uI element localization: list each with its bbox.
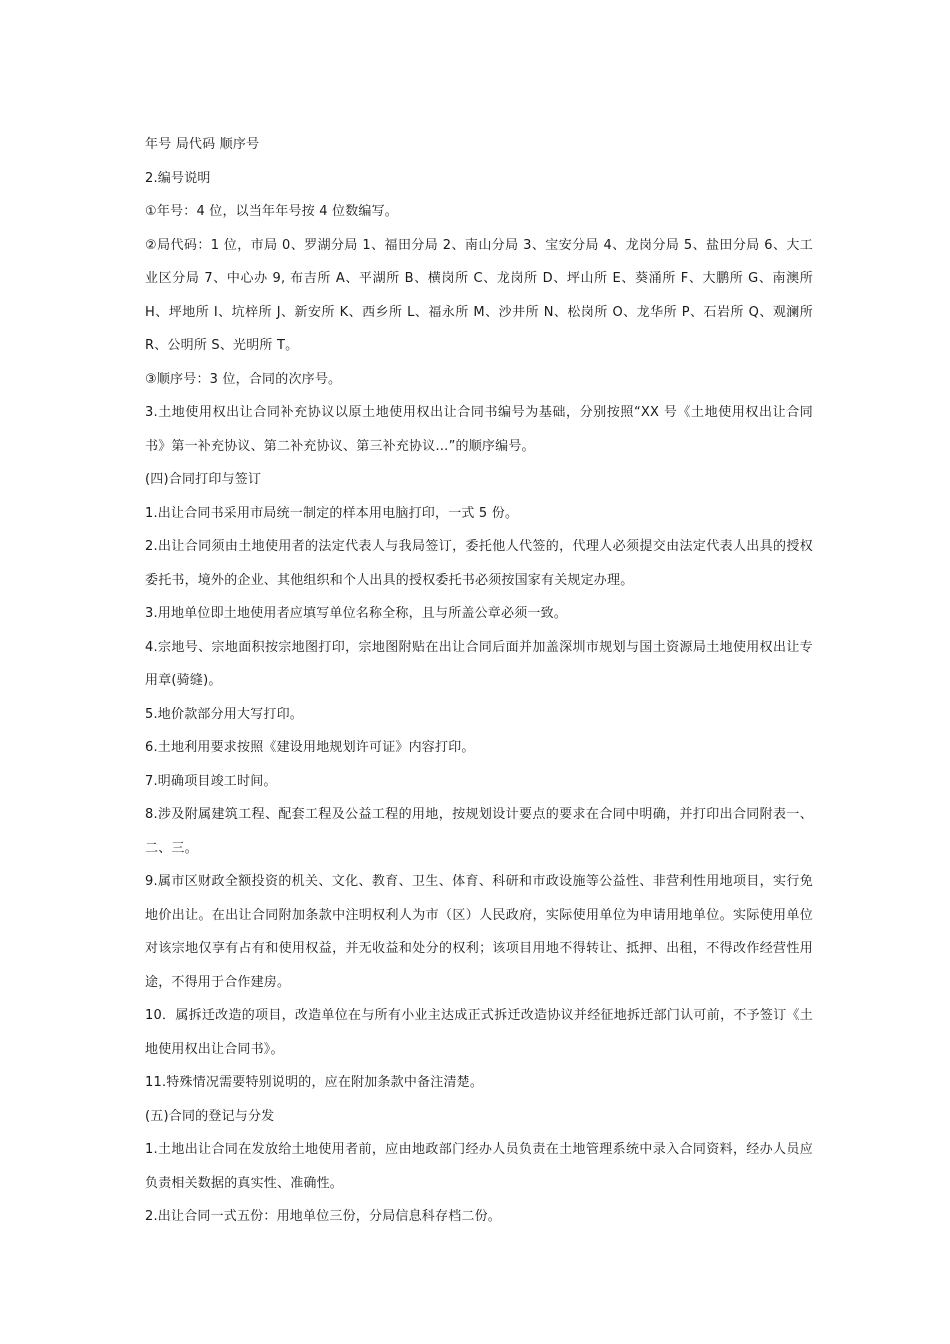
section-heading-registration: (五)合同的登记与分发 (145, 1108, 275, 1124)
completion-time-rule-7: 7.明确项目竣工时间。 (145, 773, 277, 789)
public-welfare-rule-9: 9.属市区财政全额投资的机关、文化、教育、卫生、体育、科研和市政设施等公益性、非营利性用地项目，实行免地价出让。在出让合同附加条款中注明权利人为市（区）人民政府，实际使用单位为申请用地单位。实际使用单位对该宗地仅享有占有和使用权益，并无收益和处分的权利；该项目用地不得转让、抵押、出租，不得改作经营性用途，不得用于合作建房。 (145, 874, 813, 990)
printing-rule-1: 1.出让合同书采用市局统一制定的样本用电脑打印，一式 5 份。 (145, 505, 519, 521)
distribution-rule-2: 2.出让合同一式五份：用地单位三份，分局信息科存档二份。 (145, 1209, 502, 1224)
unit-name-rule-3: 3.用地单位即土地使用者应填写单位名称全称，且与所盖公章必须一致。 (145, 606, 568, 621)
section-heading-printing-signing: (四)合同打印与签订 (145, 472, 262, 487)
sequence-number-rule: ③顺序号：3 位，合同的次序号。 (145, 371, 342, 387)
section-numbering-explanation: 2.编号说明 (145, 170, 211, 186)
supplement-agreement-numbering: 3.土地使用权出让合同补充协议以原土地使用权出让合同书编号为基础，分别按照“XX 号《土地使用权出让合同书》第一补充协议、第二补充协议、第三补充协议…”的顺序编号。 (145, 405, 813, 454)
registration-rule-1: 1.土地出让合同在发放给土地使用者前，应由地政部门经办人员负责在土地管理系统中录入合同资料，经办人员应负责相关数据的真实性、准确性。 (145, 1142, 813, 1191)
land-price-rule-5: 5.地价款部分用大写打印。 (145, 706, 304, 722)
ancillary-works-rule-8: 8.涉及附属建筑工程、配套工程及公益工程的用地，按规划设计要点的要求在合同中明确，并打印出合同附表一、二、三。 (145, 807, 813, 856)
bureau-code-rule: ②局代码：1 位，市局 0、罗湖分局 1、福田分局 2、南山分局 3、宝安分局 4、龙岗分局 5、盐田分局 6、大工业区分局 7、中心办 9, 布吉所 A、平湖所 B、横岗所 C、龙岗所 D、坪山所 E、葵涌所 F、大鹏所 G、南澳所 H、坪地所 I、坑梓所 J、新安所 K、西乡所 L、福永所 M、沙井所 N、松岗所 O、龙华所 P、石岩所 Q、观澜所 R、公明所 S、光明所 T。 (145, 237, 813, 353)
document-body (145, 128, 813, 1234)
land-use-rule-6: 6.土地利用要求按照《建设用地规划许可证》内容打印。 (145, 740, 475, 755)
special-notes-rule-11: 11.特殊情况需要特别说明的，应在附加条款中备注清楚。 (145, 1075, 484, 1090)
signing-rule-2: 2.出让合同须由土地使用者的法定代表人与我局签订，委托他人代签的，代理人必须提交由法定代表人出具的授权委托书，境外的企业、其他组织和个人出具的授权委托书必须按国家有关规定办理。 (145, 539, 813, 588)
year-code-rule: ①年号：4 位，以当年年号按 4 位数编写。 (145, 204, 398, 219)
parcel-rule-4: 4.宗地号、宗地面积按宗地图打印，宗地图附贴在出让合同后面并加盖深圳市规划与国土资源局土地使用权出让专用章(骑缝)。 (145, 639, 813, 688)
demolition-rule-10: 10．属拆迁改造的项目，改造单位在与所有小业主达成正式拆迁改造协议并经征地拆迁部门认可前，不予签订《土地使用权出让合同书》。 (145, 1008, 813, 1057)
number-format-header: 年号 局代码 顺序号 (145, 137, 260, 152)
